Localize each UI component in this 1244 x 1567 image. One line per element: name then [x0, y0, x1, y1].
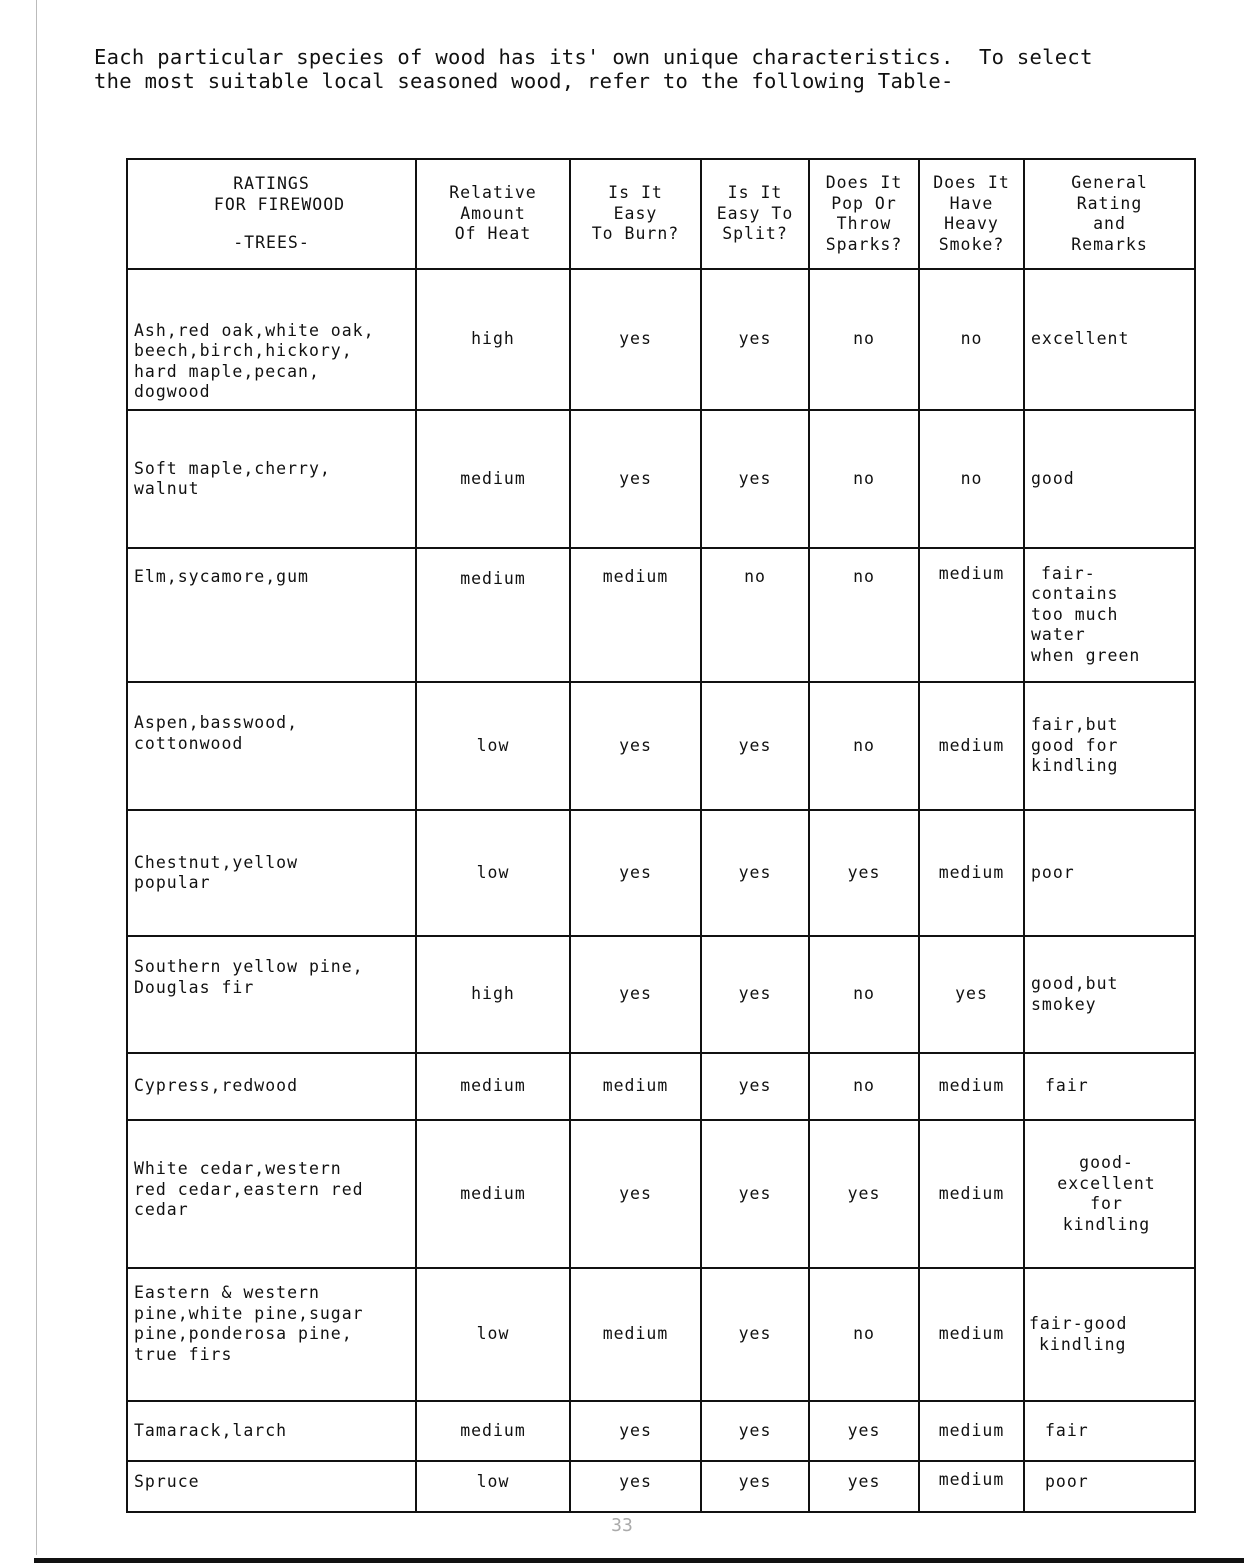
- sparks-cell: no: [809, 1053, 919, 1120]
- header-sparks-line: Pop Or: [831, 193, 897, 213]
- header-remarks-line: and: [1093, 214, 1126, 233]
- smoke-cell: no: [919, 410, 1024, 548]
- heat-cell: medium: [416, 410, 570, 548]
- remarks-cell: [1024, 936, 1195, 1053]
- burn-cell: yes: [570, 1461, 701, 1512]
- tree-line: White cedar,western: [134, 1159, 342, 1178]
- sparks-cell: no: [809, 548, 919, 682]
- header-split-line: Split?: [722, 224, 788, 244]
- smoke-cell: yes: [919, 936, 1024, 1053]
- tree-cell: [127, 548, 416, 682]
- remarks-line: contains: [1031, 584, 1119, 604]
- tree-cell: [127, 1053, 416, 1120]
- tree-line: Elm,sycamore,gum: [134, 567, 309, 586]
- table-row: [127, 269, 1195, 410]
- table-row: [127, 410, 1195, 548]
- smoke-cell: medium: [919, 1461, 1024, 1512]
- header-smoke: [919, 159, 1024, 269]
- remarks-cell: [1024, 1053, 1195, 1120]
- sparks-cell: no: [809, 936, 919, 1053]
- heat-cell: medium: [416, 548, 570, 682]
- header-trees-line-1: RATINGS: [233, 174, 310, 194]
- split-cell: yes: [701, 1268, 809, 1401]
- table-row: [127, 548, 1195, 682]
- remarks-cell: [1024, 1120, 1195, 1268]
- burn-cell: yes: [570, 936, 701, 1053]
- firewood-ratings-table: [126, 158, 1196, 1513]
- tree-line: Spruce: [134, 1472, 200, 1491]
- table-row: [127, 1401, 1195, 1461]
- remarks-cell: [1024, 1401, 1195, 1461]
- tree-line: Eastern & western: [134, 1283, 320, 1302]
- remarks-cell: [1024, 548, 1195, 682]
- remarks-line: water: [1031, 625, 1086, 645]
- sparks-cell: yes: [809, 1401, 919, 1461]
- remarks-cell: [1024, 269, 1195, 410]
- table-row: [127, 1461, 1195, 1512]
- smoke-cell: medium: [919, 1401, 1024, 1461]
- table-row: [127, 1268, 1195, 1401]
- header-heat-line: Relative: [449, 183, 537, 203]
- remarks-line: excellent: [1031, 329, 1130, 349]
- remarks-line: kindling: [1062, 1214, 1151, 1234]
- intro-paragraph: [94, 45, 1239, 93]
- heat-cell: low: [416, 1268, 570, 1401]
- heat-cell: low: [416, 682, 570, 810]
- smoke-cell: medium: [919, 1120, 1024, 1268]
- header-sparks-line: Sparks?: [825, 234, 903, 254]
- split-cell: yes: [701, 936, 809, 1053]
- tree-line: cottonwood: [134, 733, 244, 753]
- smoke-cell: medium: [919, 810, 1024, 936]
- tree-line: beech,birch,hickory,: [134, 341, 353, 360]
- tree-cell: [127, 810, 416, 936]
- sparks-cell: no: [809, 269, 919, 410]
- smoke-cell: medium: [919, 1268, 1024, 1401]
- sparks-cell: no: [809, 410, 919, 548]
- header-smoke-line: Smoke?: [938, 234, 1005, 254]
- left-margin-rule: [36, 0, 37, 1555]
- tree-cell: [127, 269, 416, 410]
- burn-cell: medium: [570, 1053, 701, 1120]
- remarks-cell: [1024, 810, 1195, 936]
- table-row: [127, 1053, 1195, 1120]
- split-cell: yes: [701, 410, 809, 548]
- tree-line: walnut: [134, 479, 200, 498]
- tree-line: hard maple,pecan,: [134, 361, 320, 381]
- remarks-line: poor: [1031, 862, 1075, 882]
- burn-cell: yes: [570, 682, 701, 810]
- tree-line: dogwood: [134, 382, 211, 401]
- header-burn-line: To Burn?: [591, 224, 680, 244]
- tree-cell: [127, 410, 416, 548]
- page-number: 33: [611, 1515, 633, 1536]
- header-heat-line: Amount: [460, 203, 526, 223]
- burn-cell: yes: [570, 810, 701, 936]
- tree-line: Ash,red oak,white oak,: [134, 320, 375, 340]
- header-row: [127, 159, 1195, 269]
- heat-cell: high: [416, 269, 570, 410]
- heat-cell: low: [416, 810, 570, 936]
- heat-cell: medium: [416, 1053, 570, 1120]
- header-remarks-line: General: [1071, 173, 1148, 192]
- tree-cell: [127, 1401, 416, 1461]
- header-smoke-line: Have: [949, 193, 994, 213]
- smoke-cell: no: [919, 269, 1024, 410]
- split-cell: yes: [701, 682, 809, 810]
- tree-cell: [127, 1268, 416, 1401]
- remarks-line: fair: [1045, 1076, 1089, 1096]
- burn-cell: medium: [570, 548, 701, 682]
- header-burn-line: Is It: [608, 183, 663, 203]
- remarks-cell: [1024, 1268, 1195, 1401]
- tree-line: Cypress,redwood: [134, 1076, 299, 1096]
- remarks-line: good: [1031, 468, 1075, 488]
- header-spacer: [134, 215, 409, 233]
- intro-line-2: the most suitable local seasoned wood, refer to the following Table-: [94, 69, 954, 93]
- header-split-line: Is It: [727, 183, 783, 203]
- tree-cell: [127, 1120, 416, 1268]
- remarks-cell: [1024, 682, 1195, 810]
- remarks-line: kindling: [1031, 756, 1119, 776]
- remarks-line: when green: [1031, 645, 1141, 665]
- heat-cell: medium: [416, 1120, 570, 1268]
- remarks-line: for: [1090, 1194, 1123, 1213]
- tree-line: Chestnut,yellow: [134, 852, 299, 872]
- remarks-line: fair-good: [1029, 1314, 1128, 1333]
- header-sparks-line: Does It: [825, 173, 903, 192]
- header-smoke-line: Does It: [933, 173, 1010, 192]
- split-cell: no: [701, 548, 809, 682]
- header-trees: [127, 159, 416, 269]
- table-row: [127, 682, 1195, 810]
- burn-cell: yes: [570, 410, 701, 548]
- split-cell: yes: [701, 810, 809, 936]
- tree-line: cedar: [134, 1200, 189, 1219]
- tree-line: Southern yellow pine,: [134, 957, 364, 976]
- burn-cell: yes: [570, 1401, 701, 1461]
- remarks-line: fair: [1045, 1420, 1089, 1440]
- tree-cell: [127, 936, 416, 1053]
- header-heat: [416, 159, 570, 269]
- burn-cell: yes: [570, 269, 701, 410]
- remarks-line: fair,but: [1031, 715, 1119, 735]
- remarks-line: excellent: [1057, 1173, 1156, 1193]
- heat-cell: high: [416, 936, 570, 1053]
- header-split: [701, 159, 809, 269]
- remarks-line: too much: [1031, 604, 1119, 624]
- split-cell: yes: [701, 1401, 809, 1461]
- header-split-line: Easy To: [716, 203, 794, 223]
- heat-cell: medium: [416, 1401, 570, 1461]
- sparks-cell: yes: [809, 810, 919, 936]
- remarks-line: good,but: [1031, 974, 1119, 993]
- sparks-cell: yes: [809, 1461, 919, 1512]
- table-row: [127, 936, 1195, 1053]
- split-cell: yes: [701, 1461, 809, 1512]
- tree-line: Douglas fir: [134, 977, 255, 997]
- table-row: [127, 1120, 1195, 1268]
- split-cell: yes: [701, 1053, 809, 1120]
- header-trees-line-3: -TREES-: [233, 233, 310, 253]
- remarks-line: poor: [1045, 1472, 1089, 1491]
- tree-line: pine,ponderosa pine,: [134, 1324, 353, 1343]
- heat-cell: low: [416, 1461, 570, 1512]
- header-remarks-line: Remarks: [1071, 234, 1148, 254]
- remarks-line: fair-: [1041, 563, 1096, 583]
- tree-line: red cedar,eastern red: [134, 1179, 364, 1199]
- tree-line: pine,white pine,sugar: [134, 1303, 364, 1323]
- header-smoke-line: Heavy: [944, 214, 999, 233]
- header-burn: [570, 159, 701, 269]
- remarks-cell: [1024, 410, 1195, 548]
- remarks-line: kindling: [1039, 1334, 1127, 1354]
- header-remarks-line: Rating: [1076, 193, 1143, 213]
- tree-line: popular: [134, 873, 211, 892]
- tree-line: Soft maple,cherry,: [134, 458, 331, 478]
- bottom-border-rule: [34, 1558, 1244, 1563]
- remarks-line: good for: [1031, 735, 1119, 755]
- intro-line-1: Each particular species of wood has its' own unique characteristics. To select: [94, 45, 1093, 69]
- header-heat-line: Of Heat: [454, 224, 532, 244]
- tree-line: true firs: [134, 1344, 233, 1364]
- split-cell: yes: [701, 269, 809, 410]
- tree-line: Aspen,basswood,: [134, 713, 299, 732]
- tree-cell: [127, 1461, 416, 1512]
- tree-cell: [127, 682, 416, 810]
- table-row: [127, 810, 1195, 936]
- remarks-line: smokey: [1031, 994, 1097, 1014]
- sparks-cell: no: [809, 682, 919, 810]
- header-burn-line: Easy: [613, 203, 658, 223]
- smoke-cell: medium: [919, 548, 1024, 682]
- sparks-cell: yes: [809, 1120, 919, 1268]
- burn-cell: yes: [570, 1120, 701, 1268]
- burn-cell: medium: [570, 1268, 701, 1401]
- smoke-cell: medium: [919, 682, 1024, 810]
- sparks-cell: no: [809, 1268, 919, 1401]
- tree-line: Tamarack,larch: [134, 1420, 288, 1440]
- header-sparks: [809, 159, 919, 269]
- remarks-cell: [1024, 1461, 1195, 1512]
- remarks-line: good-: [1079, 1153, 1134, 1172]
- header-trees-line-2: FOR FIREWOOD: [213, 194, 346, 214]
- smoke-cell: medium: [919, 1053, 1024, 1120]
- split-cell: yes: [701, 1120, 809, 1268]
- header-sparks-line: Throw: [836, 214, 892, 233]
- header-remarks: [1024, 159, 1195, 269]
